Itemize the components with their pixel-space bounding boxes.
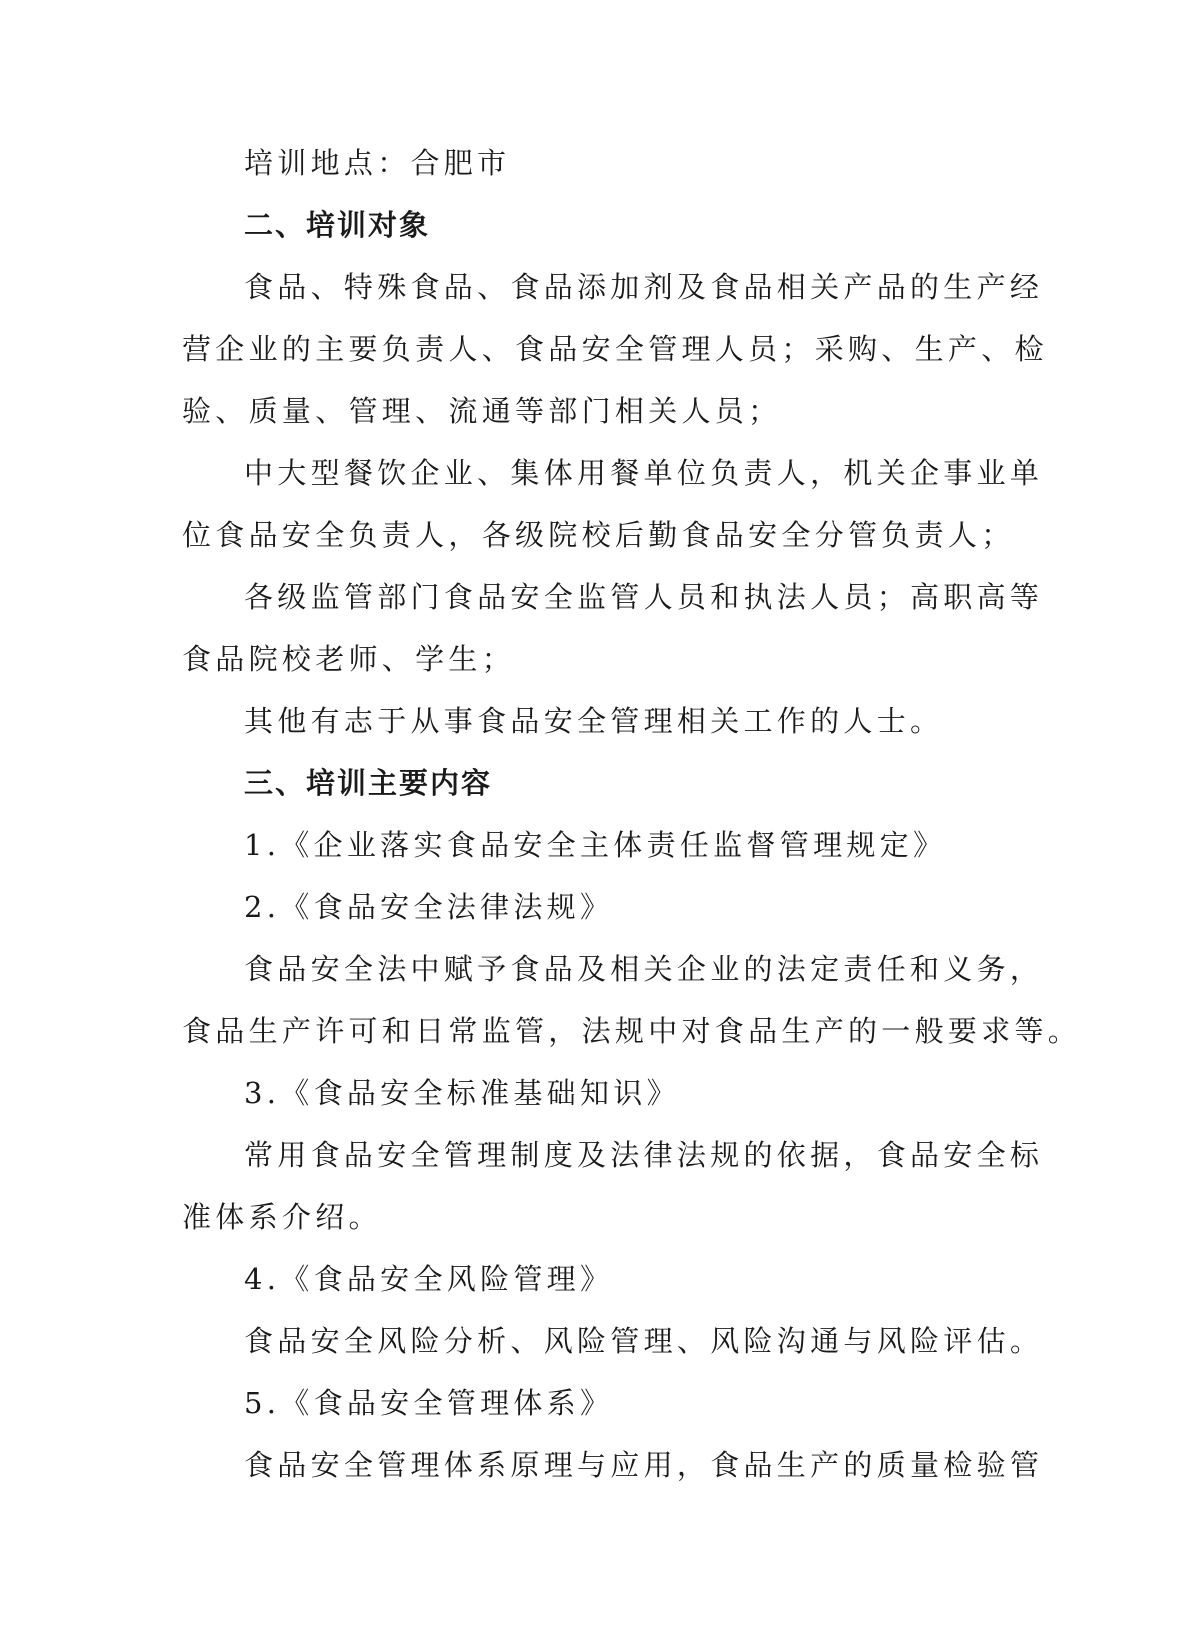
training-location: 培训地点：合肥市 xyxy=(244,146,511,180)
paragraph-line: 其他有志于从事食品安全管理相关工作的人士。 xyxy=(244,704,944,738)
paragraph-line: 各级监管部门食品安全监管人员和执法人员；高职高等 xyxy=(244,580,1044,614)
list-item-title: 1.《企业落实食品安全主体责任监督管理规定》 xyxy=(244,828,947,862)
paragraph-line: 食品安全法中赋予食品及相关企业的法定责任和义务， xyxy=(244,952,1044,986)
list-item-title: 4.《食品安全风险管理》 xyxy=(244,1262,614,1296)
paragraph-line: 常用食品安全管理制度及法律法规的依据，食品安全标 xyxy=(244,1138,1044,1172)
paragraph-line: 食品、特殊食品、食品添加剂及食品相关产品的生产经 xyxy=(244,270,1044,304)
list-item-title: 2.《食品安全法律法规》 xyxy=(244,890,614,924)
paragraph-line: 营企业的主要负责人、食品安全管理人员；采购、生产、检 xyxy=(182,332,1048,366)
list-item-title: 3.《食品安全标准基础知识》 xyxy=(244,1076,680,1110)
paragraph-line: 食品生产许可和日常监管，法规中对食品生产的一般要求等。 xyxy=(182,1014,1082,1048)
section-heading-2: 二、培训对象 xyxy=(244,208,431,242)
paragraph-line: 位食品安全负责人，各级院校后勤食品安全分管负责人； xyxy=(182,518,1015,552)
paragraph-line: 验、质量、管理、流通等部门相关人员； xyxy=(182,394,782,428)
paragraph-line: 中大型餐饮企业、集体用餐单位负责人，机关企事业单 xyxy=(244,456,1044,490)
list-item-title: 5.《食品安全管理体系》 xyxy=(244,1386,614,1420)
paragraph-line: 食品安全风险分析、风险管理、风险沟通与风险评估。 xyxy=(244,1324,1044,1358)
section-heading-3: 三、培训主要内容 xyxy=(244,766,493,800)
paragraph-line: 食品院校老师、学生； xyxy=(182,642,516,676)
paragraph-line: 食品安全管理体系原理与应用，食品生产的质量检验管 xyxy=(244,1448,1044,1482)
paragraph-line: 准体系介绍。 xyxy=(182,1200,382,1234)
